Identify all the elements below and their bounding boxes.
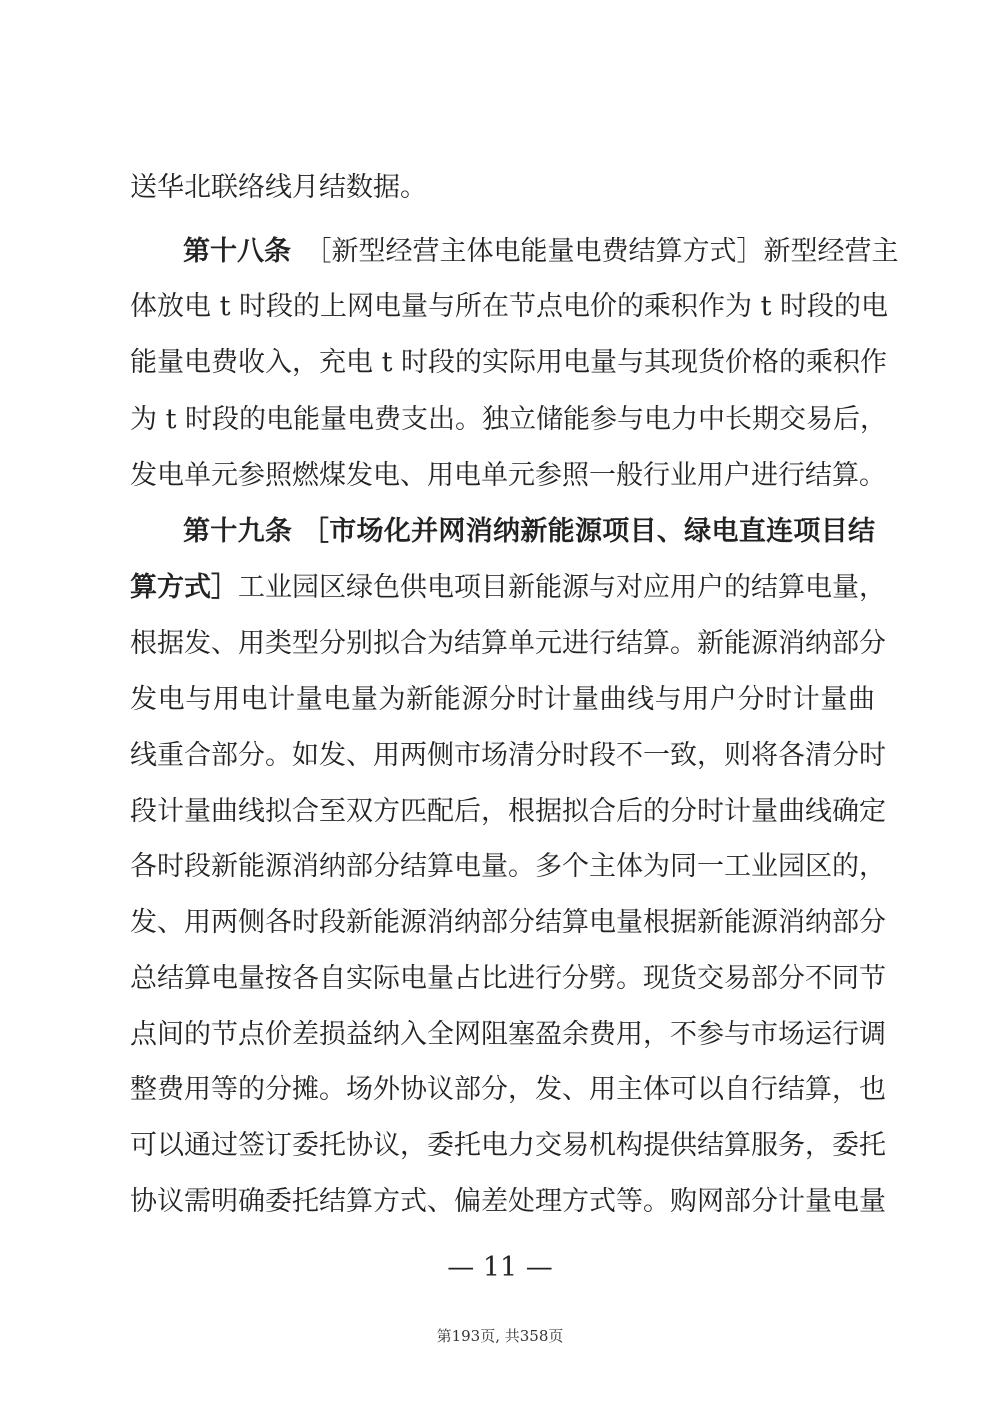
line-text: 发电与用电计量电量为新能源分时计量曲线与用户分时计量曲	[130, 684, 875, 715]
line-text: 整费用等的分摊。场外协议部分，发、用主体可以自行结算，也	[130, 1074, 886, 1105]
line-text: 根据发、用类型分别拟合为结算单元进行结算。新能源消纳部分	[130, 628, 886, 659]
line-text: 段计量曲线拟合至双方匹配后，根据拟合后的分时计量曲线确定	[130, 796, 886, 827]
line-text: 发、用两侧各时段新能源消纳部分结算电量根据新能源消纳部分	[130, 907, 886, 938]
text-line	[130, 1070, 886, 1110]
line-text: 能量电费收入，充电 t 时段的实际用电量与其现货价格的乘积作	[130, 347, 888, 378]
text-line	[130, 456, 886, 496]
article-number: 第十八条	[183, 236, 291, 267]
text-line	[130, 168, 875, 208]
line-text: 总结算电量按各自实际电量占比进行分劈。现货交易部分不同节	[130, 963, 886, 994]
line-text: 发电单元参照燃煤发电、用电单元参照一般行业用户进行结算。	[130, 460, 886, 491]
text-line	[130, 1182, 886, 1222]
text-line	[130, 400, 888, 440]
line-text: 协议需明确委托结算方式、偏差处理方式等。购网部分计量电量	[130, 1186, 886, 1217]
article-heading-end: 算方式］	[130, 572, 238, 603]
line-text: 可以通过签订委托协议，委托电力交易机构提供结算服务，委托	[130, 1130, 886, 1161]
text-line	[130, 1015, 886, 1055]
line-text: 各时段新能源消纳部分结算电量。多个主体为同一工业园区的，	[130, 851, 886, 882]
line-text: 工业园区绿色供电项目新能源与对应用户的结算电量，	[238, 572, 886, 603]
text-line	[130, 847, 886, 887]
text-line	[130, 680, 875, 720]
text-line	[130, 903, 886, 943]
article-heading: 第十九条 ［市场化并网消纳新能源项目、绿电直连项目结	[183, 516, 875, 547]
line-text: 体放电 t 时段的上网电量与所在节点电价的乘积作为 t 时段的电	[130, 291, 889, 322]
text-line	[130, 736, 886, 776]
text-line	[130, 959, 886, 999]
text-line	[130, 287, 889, 327]
line-text: 送华北联络线月结数据。	[130, 172, 427, 203]
line-text: ［新型经营主体电能量电费结算方式］新型经营主	[291, 236, 899, 267]
page-footer-counter: 第193页, 共358页	[436, 1327, 564, 1345]
line-text: 线重合部分。如发、用两侧市场清分时段不一致，则将各清分时	[130, 740, 886, 771]
text-line	[130, 792, 886, 832]
article-18-heading-line	[183, 232, 899, 272]
page-number: — 11 —	[447, 1252, 553, 1283]
line-text: 为 t 时段的电能量电费支出。独立储能参与电力中长期交易后，	[130, 404, 888, 435]
text-line	[130, 343, 888, 383]
text-line	[130, 568, 886, 608]
text-line	[130, 624, 886, 664]
line-text: 点间的节点价差损益纳入全网阻塞盈余费用，不参与市场运行调	[130, 1019, 886, 1050]
article-19-heading-line	[183, 512, 875, 552]
text-line	[130, 1126, 886, 1166]
